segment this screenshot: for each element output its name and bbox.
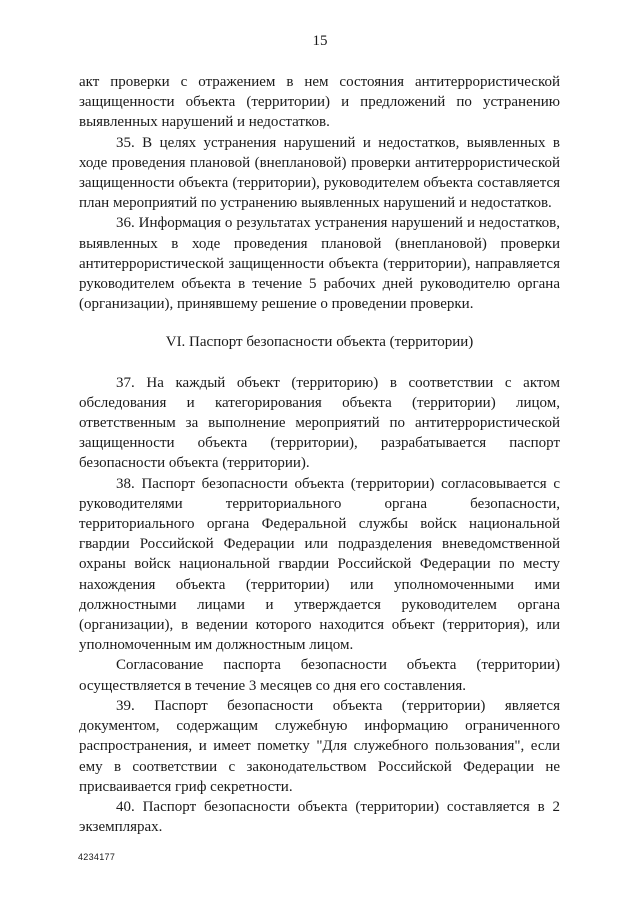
paragraph-continuation: акт проверки с отражением в нем состояния антитеррористической защищенности объекта (территории) и предложений по устранению выявленных нарушений и недостатков. xyxy=(79,74,560,131)
page-number: 15 xyxy=(312,33,328,49)
paragraph-38-approval: Согласование паспорта безопасности объекта (территории) осуществляется в течение 3 месяцев со дня его составления. xyxy=(79,657,560,694)
paragraph-37: 37. На каждый объект (территорию) в соответствии с актом обследования и категорирования объекта (территории) лицом, ответственным за выполнение мероприятий по антитеррористической защищенности объекта (территории), разрабатывается паспорт безопасности объекта (территории). xyxy=(79,374,560,472)
paragraph-38: 38. Паспорт безопасности объекта (территории) согласовывается с руководителями территориального органа безопасности, территориального органа Федеральной службы войск национальной гвардии Российской Федерации или подразделения вневедомственной охраны войск национальной гвардии Российской Федерации по месту нахождения объекта (территории) или уполномоченными ими должностными лицами и утверждается руководителем органа (организации), в ведении которого находится объект (территория), или уполномоченным им должностным лицом. xyxy=(79,475,560,654)
paragraph-36: 36. Информация о результатах устранения нарушений и недостатков, выявленных в ходе проведения плановой (внеплановой) проверки антитеррористической защищенности объекта (территории), направляется руководителем объекта в течение 5 рабочих дней руководителю органа (организации), принявшему решение о проведении проверки. xyxy=(79,215,560,313)
document-body xyxy=(79,72,560,837)
section-heading: VI. Паспорт безопасности объекта (территории) xyxy=(165,334,474,351)
document-code: 4234177 xyxy=(78,852,116,862)
paragraph-40: 40. Паспорт безопасности объекта (территории) составляется в 2 экземплярах. xyxy=(79,798,560,836)
paragraph-39: 39. Паспорт безопасности объекта (территории) является документом, содержащим служебную информацию ограниченного распространения, и имеет пометку "Для служебного пользования", если ему в соответствии с законодательством Российской Федерации не присваивается гриф секретности. xyxy=(79,697,560,795)
paragraph-35: 35. В целях устранения нарушений и недостатков, выявленных в ходе проведения плановой (внеплановой) проверки антитеррористической защищенности объекта (территории), руководителем объекта составляется план мероприятий по устранению выявленных нарушений и недостатков. xyxy=(79,134,560,212)
